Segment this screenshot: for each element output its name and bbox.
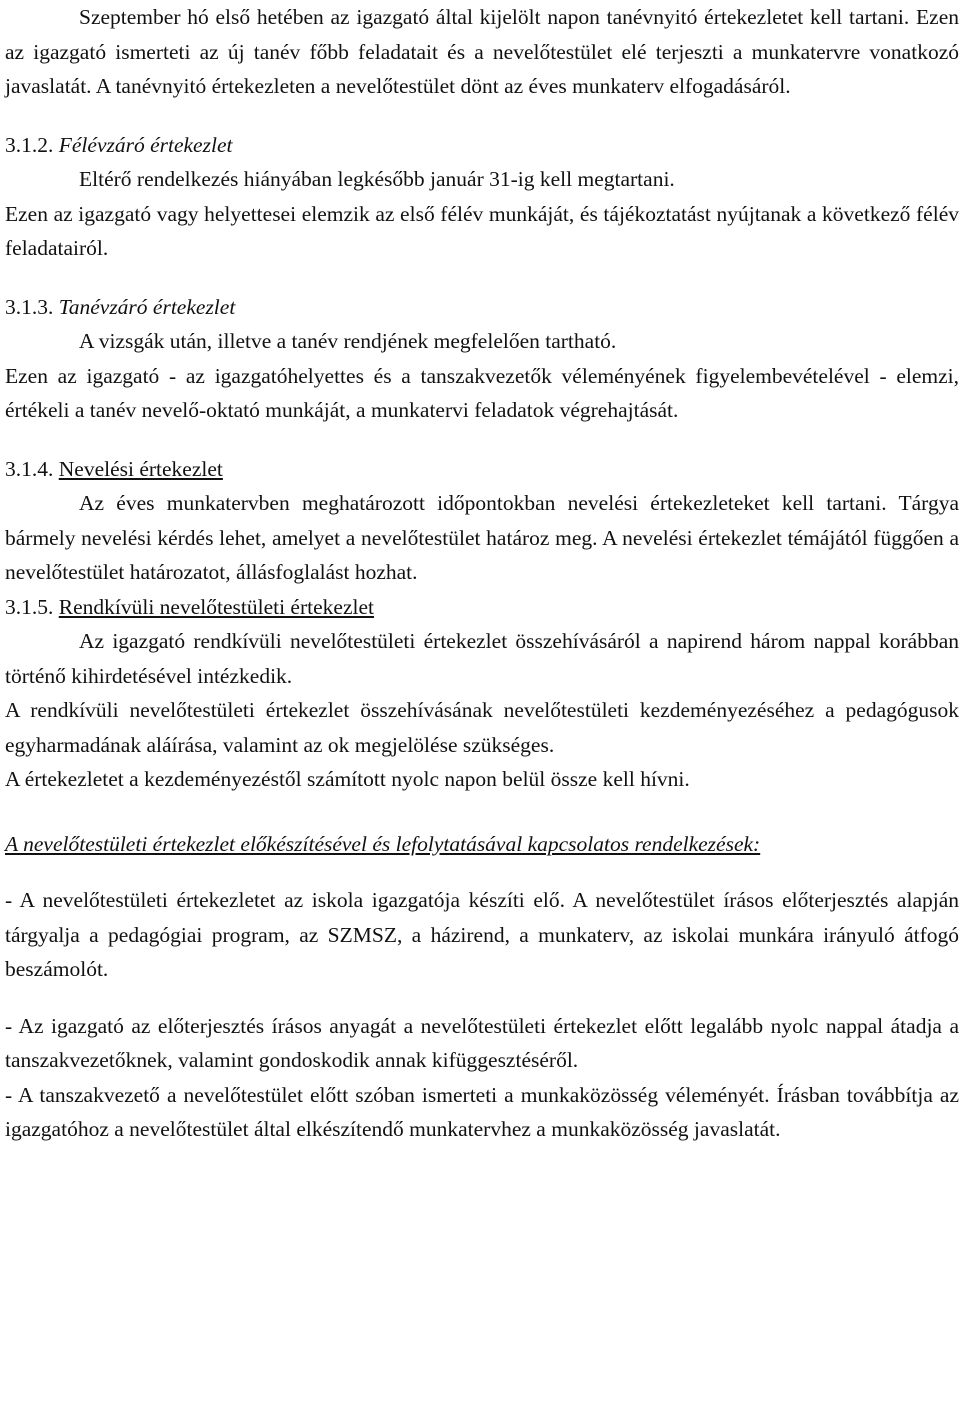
section-number: 3.1.4. (5, 456, 54, 481)
section-title: Tanévzáró értekezlet (58, 294, 236, 319)
spacer (5, 797, 959, 827)
spacer (5, 987, 959, 1009)
spacer (5, 104, 959, 128)
section-title: Rendkívüli nevelőtestületi értekezlet (58, 594, 374, 619)
preparation-heading: A nevelőtestületi értekezlet előkészítésével és lefolytatásával kapcsolatos rendelkezések: (5, 831, 761, 856)
section-paragraph: Ezen az igazgató - az igazgatóhelyettes és a tanszakvezetők véleményének figyelembevételével - elemzi, értékeli a tanév nevelő-oktató munkáját, a munkatervi feladatok végrehajtását. (5, 363, 959, 422)
section-heading-3-1-2 (5, 128, 959, 163)
section-number: 3.1.5. (5, 594, 54, 619)
list-item: - A nevelőtestületi értekezletet az iskola igazgatója készíti elő. A nevelőtestület írásos előterjesztés alapján tárgyalja a pedagógiai program, az SZMSZ, a házirend, a munkaterv, az iskolai munkára irányuló átfogó beszámolót. (5, 888, 959, 981)
section-heading-3-1-3 (5, 290, 959, 325)
section-heading-3-1-5 (5, 590, 959, 625)
section-paragraph: A vizsgák után, illetve a tanév rendjének megfelelően tartható. (79, 329, 617, 353)
section-number: 3.1.3. (5, 294, 54, 319)
section-title: Nevelési értekezlet (58, 456, 223, 481)
section-heading-3-1-4 (5, 452, 959, 487)
document-page (5, 0, 959, 1147)
section-paragraph: A értekezletet a kezdeményezéstől számított nyolc napon belül össze kell hívni. (5, 767, 690, 791)
spacer (5, 861, 959, 883)
list-item: - Az igazgató az előterjesztés írásos anyagát a nevelőtestületi értekezlet előtt legalább nyolc nappal átadja a tanszakvezetőknek, valamint gondoskodik annak kifüggesztéséről. (5, 1013, 959, 1072)
section-paragraph: Az éves munkatervben meghatározott időpontokban nevelési értekezleteket kell tartani. Tárgya bármely nevelési kérdés lehet, amelyet a nevelőtestület határoz meg. A nevelési értekezlet témájától függően a nevelőtestület határozatot, állásfoglalást hozhat. (5, 491, 959, 584)
spacer (5, 428, 959, 452)
section-paragraph: Ezen az igazgató vagy helyettesei elemzik az első félév munkáját, és tájékoztatást nyújtanak a következő félév feladatairól. (5, 201, 959, 260)
section-paragraph: Eltérő rendelkezés hiányában legkésőbb január 31-ig kell megtartani. (79, 167, 675, 191)
list-item: - A tanszakvezető a nevelőtestület előtt szóban ismerteti a munkaközösség véleményét. Írásban továbbítja az igazgatóhoz a nevelőtestület által elkészítendő munkatervhez a munkaközösség javaslatát. (5, 1082, 959, 1141)
section-paragraph: Az igazgató rendkívüli nevelőtestületi értekezlet összehívásáról a napirend három nappal korábban történő kihirdetésével intézkedik. (5, 629, 959, 688)
intro-paragraph: Szeptember hó első hetében az igazgató által kijelölt napon tanévnyitó értekezletet kell tartani. Ezen az igazgató ismerteti az új tanév főbb feladatait és a nevelőtestület elé terjeszti a munkatervre vonatkozó javaslatát. A tanévnyitó értekezleten a nevelőtestület dönt az éves munkaterv elfogadásáról. (5, 5, 959, 98)
section-paragraph: A rendkívüli nevelőtestületi értekezlet összehívásának nevelőtestületi kezdeményezéséhez a pedagógusok egyharmadának aláírása, valamint az ok megjelölése szükséges. (5, 698, 959, 757)
section-title: Félévzáró értekezlet (58, 132, 233, 157)
spacer (5, 266, 959, 290)
section-number: 3.1.2. (5, 132, 54, 157)
